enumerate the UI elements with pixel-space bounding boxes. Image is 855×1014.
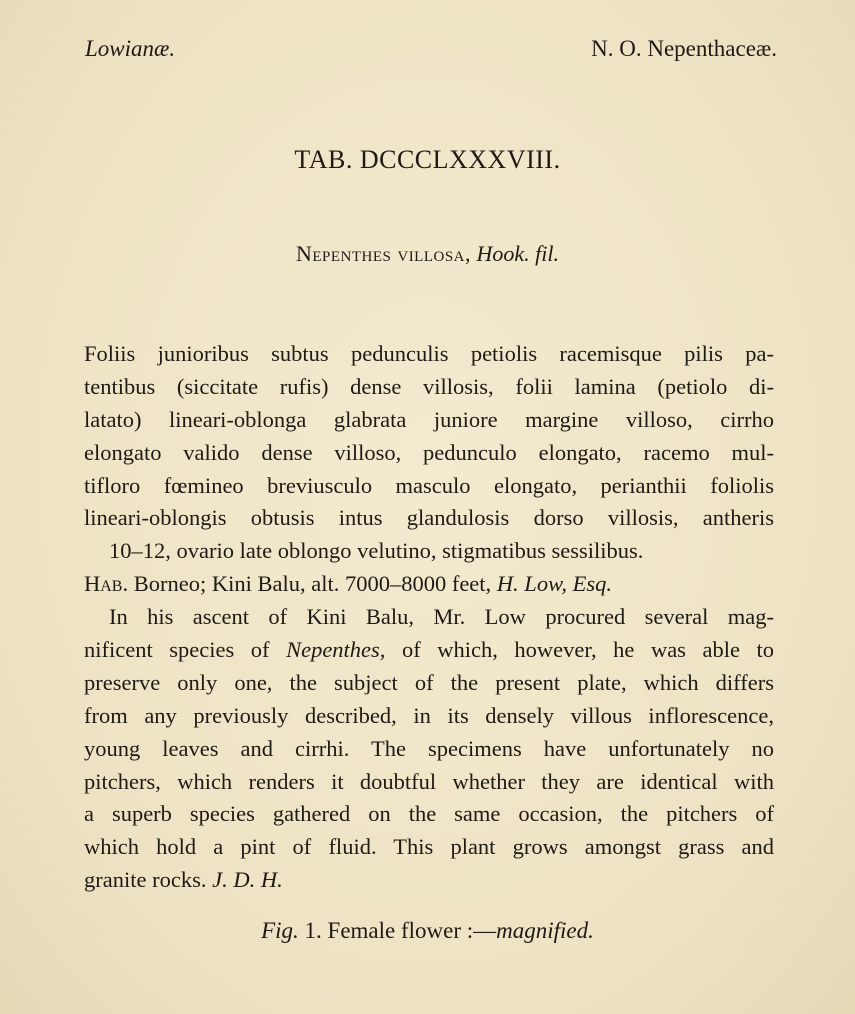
description-line: lineari-oblongis obtusis intus glandulosis dorso villosis, antheris — [84, 505, 774, 531]
notes-text: of which, however, he was able to — [401, 637, 775, 663]
fig-label: Fig. — [261, 918, 299, 943]
notes-line: young leaves and cirrhi. The specimens have unfortunately no — [84, 735, 774, 761]
notes-line — [84, 864, 774, 897]
description-line: tentibus (siccitate rufis) dense villosis, folii lamina (petiolo di- — [84, 373, 774, 399]
author-signature: J. D. H. — [212, 867, 283, 893]
notes-line: from any previously described, in its densely villous inflorescence, — [84, 702, 774, 728]
habitat-text: Borneo; Kini Balu, alt. 7000–8000 feet, — [133, 571, 492, 597]
running-header-left: Lowianæ. — [85, 36, 176, 61]
notes-line: which hold a pint of fluid. This plant grows amongst grass and — [84, 834, 774, 860]
notes-text: nificent species of — [84, 637, 270, 663]
text-body — [84, 338, 774, 897]
notes-line: In his ascent of Kini Balu, Mr. Low procured several mag- — [109, 604, 774, 630]
caption-text: Female flower :— — [327, 918, 497, 943]
species-authority: Hook. fil. — [476, 241, 560, 266]
species-name: Nepenthes villosa, — [295, 241, 472, 266]
species-heading — [0, 241, 855, 267]
notes-line: a superb species gathered on the same occasion, the pitchers of — [84, 801, 774, 827]
running-header-right: N. O. Nepenthaceæ. — [591, 36, 777, 61]
habitat-collector: H. Low, Esq. — [496, 571, 613, 597]
description-line: elongato valido dense villoso, pedunculo elongato, racemo mul- — [84, 439, 774, 465]
description-line: Foliis junioribus subtus pedunculis petiolis racemisque pilis pa- — [84, 341, 774, 366]
description-line: tifloro fœmineo breviusculo masculo elongato, perianthii foliolis — [84, 472, 774, 498]
caption-qualifier: magnified. — [496, 918, 594, 943]
notes-line: preserve only one, the subject of the present plate, which differs — [84, 669, 774, 695]
notes-line: pitchers, which renders it doubtful whether they are identical with — [84, 768, 774, 794]
plate-title: TAB. DCCCLXXXVIII. — [294, 145, 561, 174]
habitat-label: Hab. — [84, 571, 129, 597]
genus-name: Nepenthes, — [286, 637, 386, 663]
description-line: latato) lineari-oblonga glabrata juniore margine villoso, cirrho — [84, 406, 774, 432]
description-line: 10–12, ovario late oblongo velutino, stigmatibus sessilibus. — [109, 538, 644, 564]
figure-caption — [0, 918, 855, 944]
notes-text: granite rocks. — [84, 867, 207, 893]
habitat-line — [84, 568, 774, 601]
notes-line — [84, 634, 774, 667]
fig-number: 1. — [304, 918, 322, 943]
